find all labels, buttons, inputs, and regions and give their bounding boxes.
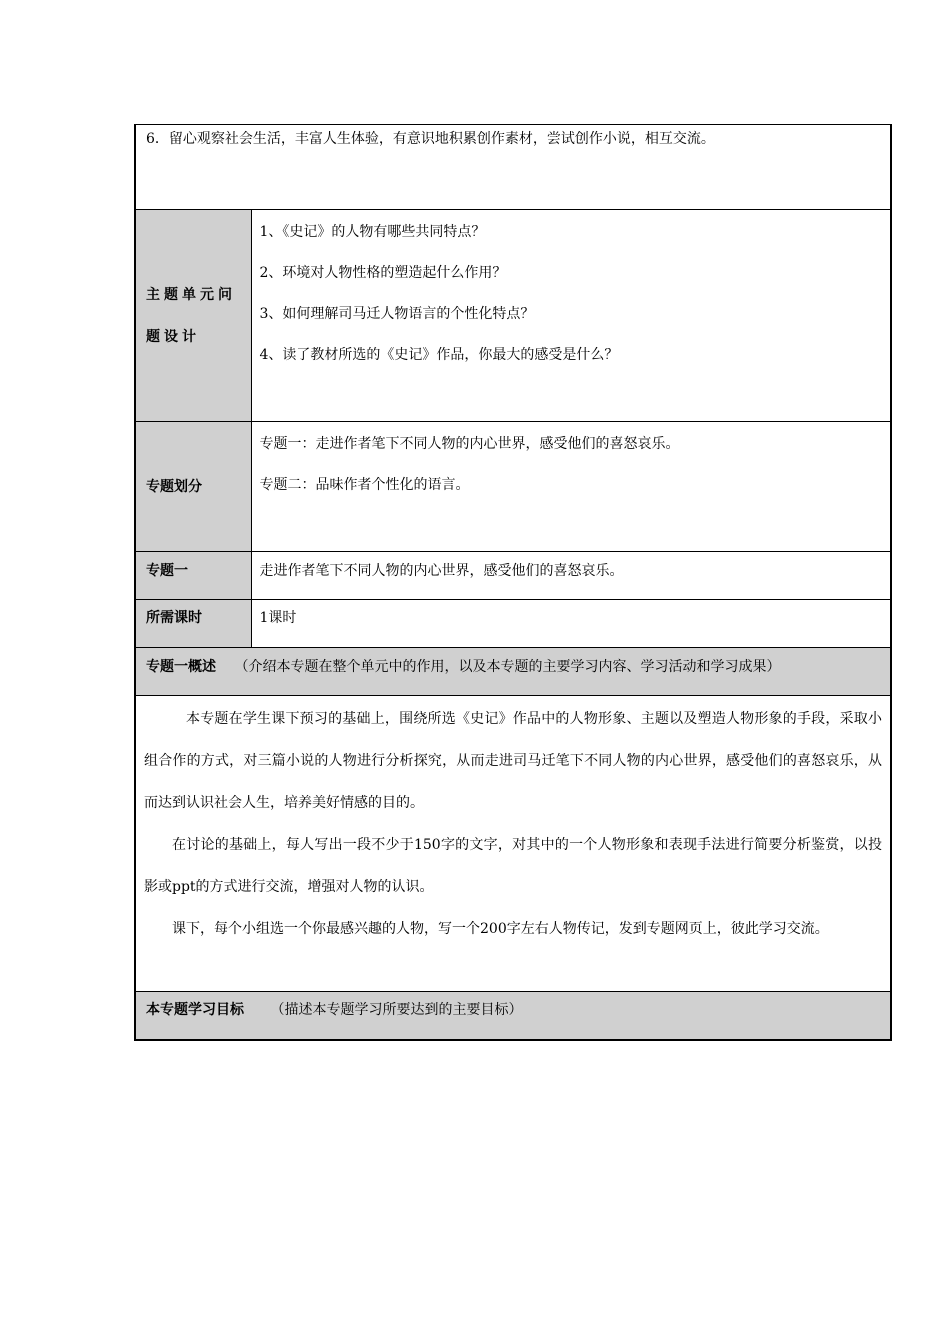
overview-body-cell bbox=[135, 696, 891, 992]
row-overview-body bbox=[135, 696, 891, 992]
topic-1-label-cell bbox=[135, 552, 251, 600]
question-list bbox=[251, 210, 891, 422]
required-hours-label-cell bbox=[135, 600, 251, 648]
overview-header-cell bbox=[135, 648, 891, 696]
overview-paragraph: 课下，每个小组选一个你最感兴趣的人物，写一个200字左右人物传记，发到专题网页上，彼此学习交流。 bbox=[172, 921, 829, 937]
question-item: 1、《史记》的人物有哪些共同特点？ bbox=[259, 224, 486, 240]
item-6-text: 6．留心观察社会生活，丰富人生体验，有意识地积累创作素材，尝试创作小说，相互交流。 bbox=[146, 131, 715, 147]
overview-paragraph: 本专题在学生课下预习的基础上，围绕所选《史记》作品中的人物形象、主题以及塑造人物形象的手段，采取小组合作的方式，对三篇小说的人物进行分析探究，从而走进司马迁笔下不同人物的内心世界，感受他们的喜怒哀乐，从而达到认识社会人生，培养美好情感的目的。 bbox=[144, 711, 882, 811]
division-item: 专题二：品味作者个性化的语言。 bbox=[259, 477, 470, 493]
question-item: 2、环境对人物性格的塑造起什么作用？ bbox=[259, 265, 507, 281]
row-topic-division bbox=[135, 422, 891, 552]
required-hours-value: 1课时 bbox=[259, 610, 297, 626]
overview-label: 专题一概述 bbox=[146, 659, 216, 675]
question-item: 4、读了教材所选的《史记》作品，你最大的感受是什么？ bbox=[259, 347, 619, 363]
topic-division-list bbox=[251, 422, 891, 552]
learning-goals-cell bbox=[135, 992, 891, 1040]
row-item-6 bbox=[135, 125, 891, 210]
topic-division-label-cell bbox=[135, 422, 251, 552]
overview-hint: （介绍本专题在整个单元中的作用，以及本专题的主要学习内容、学习活动和学习成果） bbox=[234, 659, 781, 675]
division-item: 专题一：走进作者笔下不同人物的内心世界，感受他们的喜怒哀乐。 bbox=[259, 436, 680, 452]
learning-goals-label: 本专题学习目标 bbox=[146, 1002, 244, 1018]
row-topic-1 bbox=[135, 552, 891, 600]
learning-goals-hint: （描述本专题学习所要达到的主要目标） bbox=[270, 1002, 523, 1018]
topic-1-label: 专题一 bbox=[146, 563, 188, 579]
row-question-design bbox=[135, 210, 891, 422]
question-item: 3、如何理解司马迁人物语言的个性化特点？ bbox=[259, 306, 535, 322]
question-design-label-cell bbox=[135, 210, 251, 422]
row-learning-goals bbox=[135, 992, 891, 1040]
required-hours-value-cell bbox=[251, 600, 891, 648]
topic-1-value-cell bbox=[251, 552, 891, 600]
row-required-hours bbox=[135, 600, 891, 648]
topic-1-value: 走进作者笔下不同人物的内心世界，感受他们的喜怒哀乐。 bbox=[259, 563, 624, 579]
topic-division-label: 专题划分 bbox=[146, 478, 202, 495]
lesson-plan-table bbox=[134, 124, 892, 1041]
overview-paragraph: 在讨论的基础上，每人写出一段不少于150字的文字，对其中的一个人物形象和表现手法进行简要分析鉴赏，以投影或ppt的方式进行交流，增强对人物的认识。 bbox=[144, 837, 882, 895]
question-design-label: 主题单元问题设计 bbox=[146, 286, 236, 345]
row-overview-header bbox=[135, 648, 891, 696]
required-hours-label: 所需课时 bbox=[146, 610, 202, 626]
